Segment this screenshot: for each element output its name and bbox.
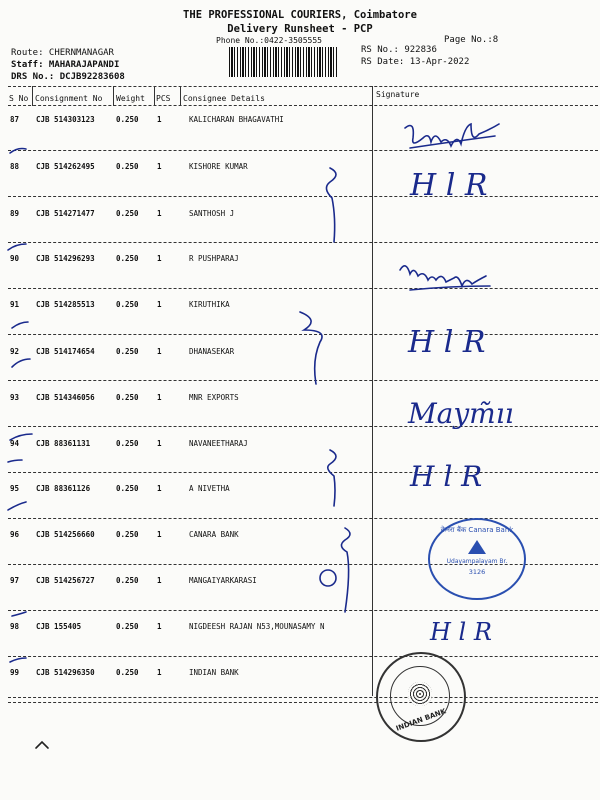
- row-pcs: 1: [157, 530, 162, 539]
- row-consignment: CJB 88361131: [36, 439, 91, 448]
- row-weight: 0.250: [116, 622, 139, 631]
- canara-logo-icon: [468, 540, 486, 554]
- rs-date: RS Date: 13-Apr-2022: [361, 57, 470, 67]
- row-consignee: R PUSHPARAJ: [189, 254, 239, 263]
- row-pcs: 1: [157, 115, 162, 124]
- row-sno: 98: [10, 622, 20, 631]
- row-weight: 0.250: [116, 439, 139, 448]
- col-header-consignee: Consignee Details: [183, 94, 265, 103]
- row-consignee: NAVANEETHARAJ: [189, 439, 248, 448]
- tick-mark: [12, 612, 26, 616]
- row-weight: 0.250: [116, 209, 139, 218]
- row-consignee: CANARA BANK: [189, 530, 239, 539]
- phone-number: Phone No.:0422-3505555: [216, 36, 322, 45]
- indian-bank-logo-icon: [408, 682, 432, 706]
- tick-mark: [8, 460, 22, 462]
- row-weight: 0.250: [116, 393, 139, 402]
- company-title: THE PROFESSIONAL COURIERS, Coimbatore: [183, 9, 417, 21]
- row-consignee: KISHORE KUMAR: [189, 162, 248, 171]
- row-pcs: 1: [157, 668, 162, 677]
- row-pcs: 1: [157, 347, 162, 356]
- row-pcs: 1: [157, 622, 162, 631]
- row-pcs: 1: [157, 209, 162, 218]
- row-pcs: 1: [157, 162, 162, 171]
- row-consignee: A NIVETHA: [189, 484, 230, 493]
- row-consignment: CJB 155405: [36, 622, 82, 631]
- canara-bank-stamp: [428, 518, 526, 600]
- tick-mark: [36, 742, 48, 748]
- row-consignee: MNR EXPORTS: [189, 393, 239, 402]
- col-header-sno: S No: [9, 94, 29, 103]
- row-sno: 99: [10, 668, 20, 677]
- stamp-branch-text: Udayampalayam Br.: [446, 558, 508, 565]
- tick-mark: [8, 244, 26, 250]
- col-header-signature: Signature: [376, 90, 420, 99]
- row-weight: 0.250: [116, 162, 139, 171]
- tick-mark: [12, 322, 28, 328]
- row-sno: 87: [10, 115, 20, 124]
- row-weight: 0.250: [116, 576, 139, 585]
- row-consignee: INDIAN BANK: [189, 668, 239, 677]
- route-label: Route: CHERNMANAGAR: [11, 48, 114, 58]
- stamp-bank-name: INDIAN BANK: [394, 707, 448, 733]
- page-number: Page No.:8: [444, 35, 499, 45]
- row-consignee: DHANASEKAR: [189, 347, 235, 356]
- row-weight: 0.250: [116, 254, 139, 263]
- row-sno: 95: [10, 484, 20, 493]
- staff-label: Staff: MAHARAJAPANDI: [11, 60, 120, 70]
- row-pcs: 1: [157, 300, 162, 309]
- row-sno: 96: [10, 530, 20, 539]
- col-header-consignment: Consignment No: [35, 94, 103, 103]
- row-weight: 0.250: [116, 115, 139, 124]
- row-sno: 94: [10, 439, 20, 448]
- row-weight: 0.250: [116, 484, 139, 493]
- runsheet-title: Delivery Runsheet - PCP: [227, 23, 373, 35]
- row-consignment: CJB 514256727: [36, 576, 95, 585]
- row-consignee: MANGAIYARKARASI: [189, 576, 257, 585]
- row-sno: 97: [10, 576, 20, 585]
- row-consignment: CJB 514285513: [36, 300, 95, 309]
- col-header-pcs: PCS: [156, 94, 171, 103]
- signature-mangamma: Maym̃ıı: [408, 397, 514, 430]
- row-sno: 93: [10, 393, 20, 402]
- tick-mark: [10, 434, 32, 440]
- row-consignment: CJB 514271477: [36, 209, 95, 218]
- tick-mark: [12, 359, 30, 367]
- col-header-weight: Weight: [116, 94, 145, 103]
- row-consignee: KALICHARAN BHAGAVATHI: [189, 115, 284, 124]
- row-weight: 0.250: [116, 668, 139, 677]
- tick-mark: [8, 502, 26, 510]
- row-consignee: SANTHOSH J: [189, 209, 235, 218]
- row-consignment: CJB 514296350: [36, 668, 95, 677]
- row-consignment: CJB 514303123: [36, 115, 95, 124]
- row-sno: 92: [10, 347, 20, 356]
- row-weight: 0.250: [116, 300, 139, 309]
- row-consignee: NIGDEESH RAJAN N53,MOUNASAMY N: [189, 622, 325, 631]
- row-sno: 89: [10, 209, 20, 218]
- row-consignment: CJB 514262495: [36, 162, 95, 171]
- row-pcs: 1: [157, 484, 162, 493]
- signature-hlr: H l R: [408, 325, 486, 360]
- stamp-top-text: केनरा बैंक Canara Bank: [440, 526, 514, 534]
- row-consignment: CJB 514174654: [36, 347, 95, 356]
- drs-label: DRS No.: DCJB92283608: [11, 72, 125, 82]
- signature-hlr: H l R: [410, 168, 488, 203]
- indian-bank-stamp: [376, 652, 466, 742]
- row-weight: 0.250: [116, 347, 139, 356]
- row-pcs: 1: [157, 576, 162, 585]
- row-sno: 91: [10, 300, 20, 309]
- row-pcs: 1: [157, 439, 162, 448]
- row-weight: 0.250: [116, 530, 139, 539]
- signature-hlr: H l R: [430, 618, 492, 646]
- signature-hlr: H l R: [410, 460, 483, 493]
- row-consignment: CJB 514256660: [36, 530, 95, 539]
- row-sno: 88: [10, 162, 20, 171]
- stamp-code-text: 3126: [468, 568, 486, 576]
- tick-mark: [10, 149, 26, 154]
- tick-mark: [10, 658, 26, 662]
- row-pcs: 1: [157, 393, 162, 402]
- row-sno: 90: [10, 254, 20, 263]
- row-pcs: 1: [157, 254, 162, 263]
- row-consignment: CJB 514296293: [36, 254, 95, 263]
- rs-number: RS No.: 922836: [361, 45, 437, 55]
- row-consignment: CJB 88361126: [36, 484, 91, 493]
- row-consignment: CJB 514346056: [36, 393, 95, 402]
- row-consignee: KIRUTHIKA: [189, 300, 230, 309]
